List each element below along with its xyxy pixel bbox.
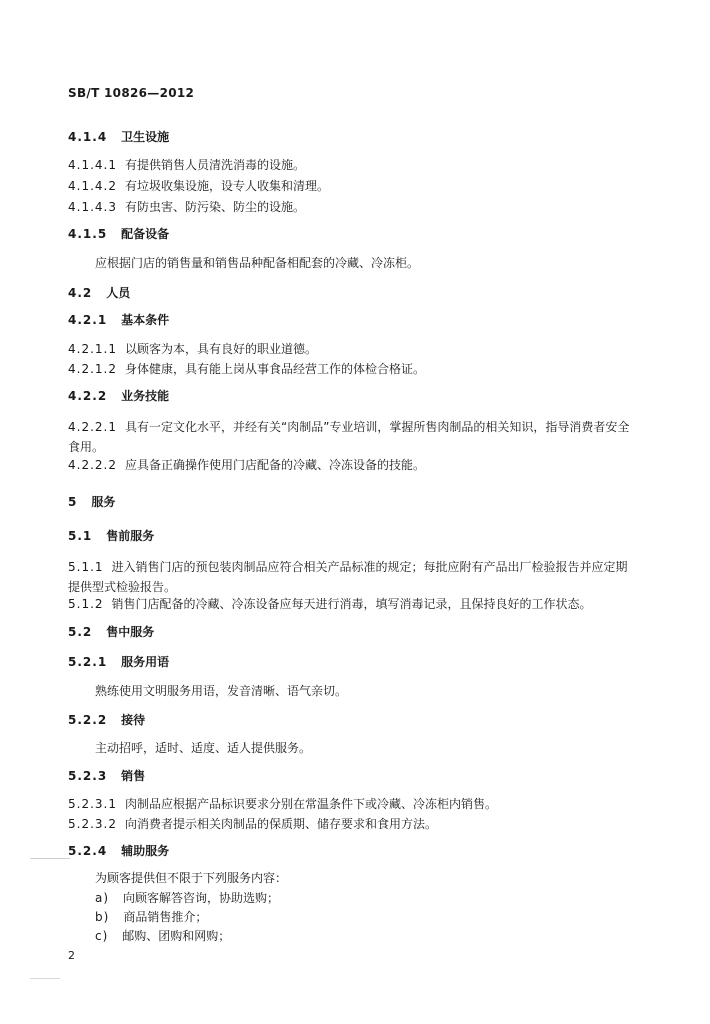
- paragraph: 主动招呼，适时、适度、适人提供服务。: [95, 741, 312, 755]
- section-heading: 5.2.2 接待: [68, 713, 146, 727]
- standard-code-header: SB/T 10826—2012: [68, 86, 195, 100]
- section-heading: 5.2.4 辅助服务: [68, 844, 170, 858]
- clause-line: 5.1.2 销售门店配备的冷藏、冷冻设备应每天进行消毒，填写消毒记录，且保持良好的工作状态。: [68, 597, 592, 611]
- section-heading: 4.2.2 业务技能: [68, 389, 170, 403]
- list-item: a) 向顾客解答咨询，协助选购；: [95, 891, 280, 905]
- list-item: c) 邮购、团购和网购；: [95, 929, 231, 943]
- section-heading: 4.2 人员: [68, 286, 131, 300]
- clause-line: 4.1.4.1 有提供销售人员清洗消毒的设施。: [68, 158, 305, 172]
- paragraph: 应根据门店的销售量和销售品种配备相配套的冷藏、冷冻柜。: [95, 256, 420, 270]
- clause-line: 4.1.4.3 有防虫害、防污染、防尘的设施。: [68, 200, 305, 214]
- section-heading: 4.1.5 配备设备: [68, 227, 170, 241]
- section-heading: 5.2 售中服务: [68, 625, 155, 639]
- clause-line: 4.2.2.2 应具备正确操作使用门店配备的冷藏、冷冻设备的技能。: [68, 458, 425, 472]
- scan-artifact: [30, 858, 70, 859]
- clause-line: 5.2.3.1 肉制品应根据产品标识要求分别在常温条件下或冷藏、冷冻柜内销售。: [68, 797, 497, 811]
- section-heading: 4.1.4 卫生设施: [68, 130, 170, 144]
- clause-line: 5.2.3.2 向消费者提示相关肉制品的保质期、储存要求和食用方法。: [68, 817, 437, 831]
- chapter-heading: 5 服务: [68, 495, 116, 509]
- section-heading: 4.2.1 基本条件: [68, 313, 170, 327]
- clause-line: 4.1.4.2 有垃圾收集设施，设专人收集和清理。: [68, 179, 329, 193]
- list-item: b) 商品销售推介；: [95, 910, 208, 924]
- section-heading: 5.2.3 销售: [68, 769, 146, 783]
- section-heading: 5.2.1 服务用语: [68, 655, 170, 669]
- paragraph: 为顾客提供但不限于下列服务内容：: [95, 871, 288, 885]
- scan-artifact: [30, 978, 60, 979]
- clause-paragraph: 4.2.2.1 具有一定文化水平，并经有关“肉制品”专业培训，掌握所售肉制品的相关知识，指导消费者安全食用。: [68, 420, 630, 454]
- clause-paragraph: 5.1.1 进入销售门店的预包装肉制品应符合相关产品标准的规定；每批应附有产品出厂检验报告并应定期提供型式检验报告。: [68, 560, 628, 594]
- section-heading: 5.1 售前服务: [68, 529, 155, 543]
- page-number: 2: [68, 949, 75, 962]
- clause-line: 4.2.1.1 以顾客为本，具有良好的职业道德。: [68, 342, 317, 356]
- paragraph: 熟练使用文明服务用语，发音清晰、语气亲切。: [95, 684, 348, 698]
- clause-line: 4.2.1.2 身体健康，具有能上岗从事食品经营工作的体检合格证。: [68, 362, 425, 376]
